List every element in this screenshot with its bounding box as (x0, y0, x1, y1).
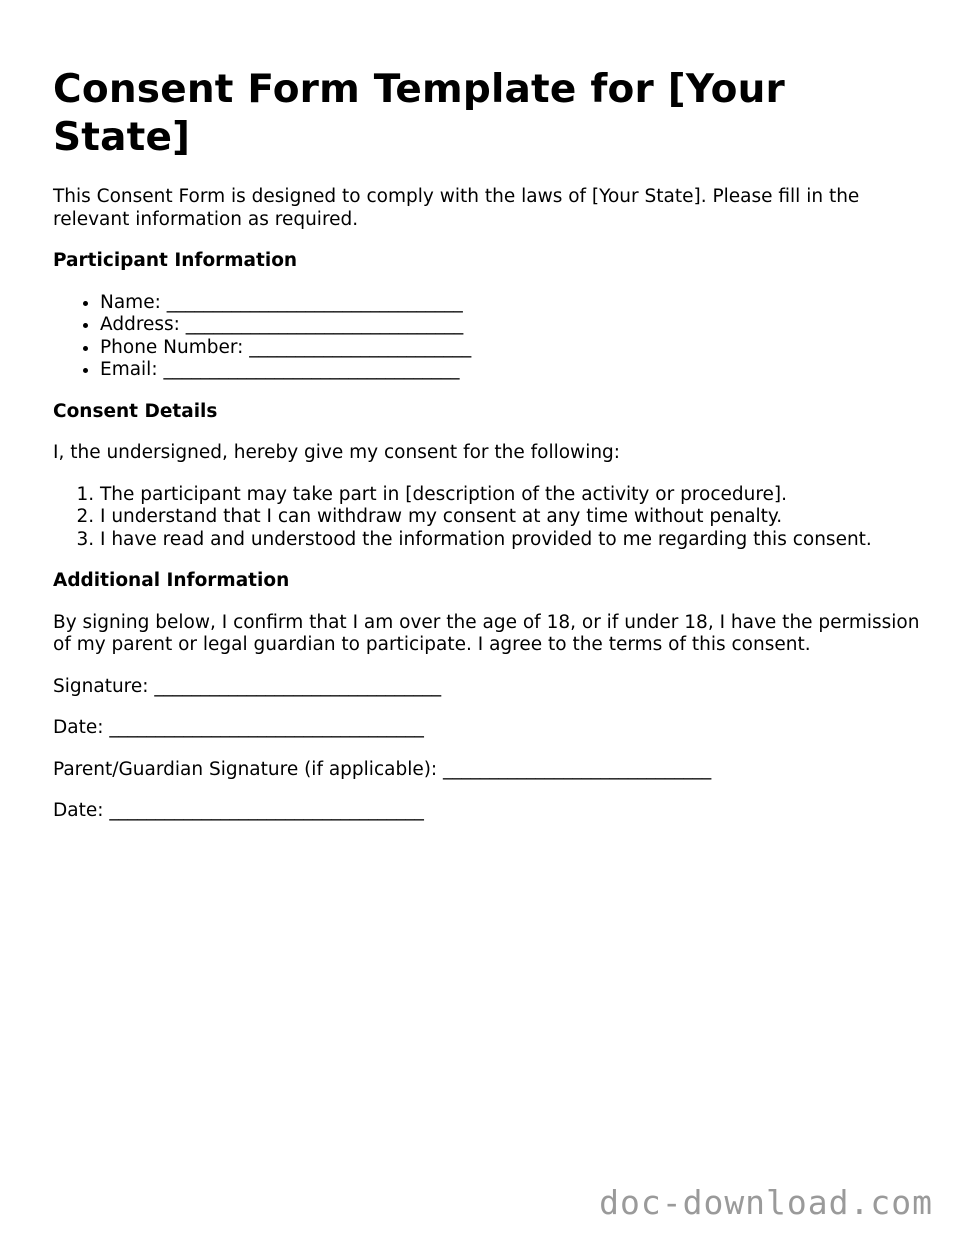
consent-items-list (53, 484, 923, 552)
signature-line: Signature: _______________________________ (53, 675, 442, 697)
guardian-date-line: Date: __________________________________ (53, 800, 424, 821)
additional-heading: Additional Information (53, 570, 290, 591)
address-field: • Address: ______________________________ (100, 314, 923, 337)
consent-heading: Consent Details (53, 400, 218, 422)
participant-heading: Participant Information (53, 250, 298, 271)
consent-item: 2. I understand that I can withdraw my consent at any time without penalty. (100, 506, 923, 529)
email-field: • Email: ________________________________ (100, 359, 923, 382)
document-page (53, 66, 923, 842)
participant-fields-list (53, 292, 923, 382)
additional-paragraph: By signing below, I confirm that I am over the age of 18, or if under 18, I have the permission of my parent or legal guardian to participate. I agree to the terms of this consent. (53, 611, 920, 655)
intro-paragraph: This Consent Form is designed to comply with the laws of [Your State]. Please fill in the relevant information as required. (53, 186, 860, 230)
consent-item: 3. I have read and understood the information provided to me regarding this consent. (100, 529, 923, 552)
consent-item: 1. The participant may take part in [description of the activity or procedure]. (100, 484, 923, 507)
consent-statement: I, the undersigned, hereby give my consent for the following: (53, 442, 621, 463)
date-line: Date: __________________________________ (53, 717, 424, 738)
document-title: Consent Form Template for [Your State] (53, 67, 785, 160)
watermark-text: doc-download.com (599, 1183, 933, 1222)
phone-field: • Phone Number: ________________________ (100, 337, 923, 360)
guardian-signature-line: Parent/Guardian Signature (if applicable): _____________________________ (53, 758, 712, 780)
name-field: • Name: ________________________________ (100, 292, 923, 315)
